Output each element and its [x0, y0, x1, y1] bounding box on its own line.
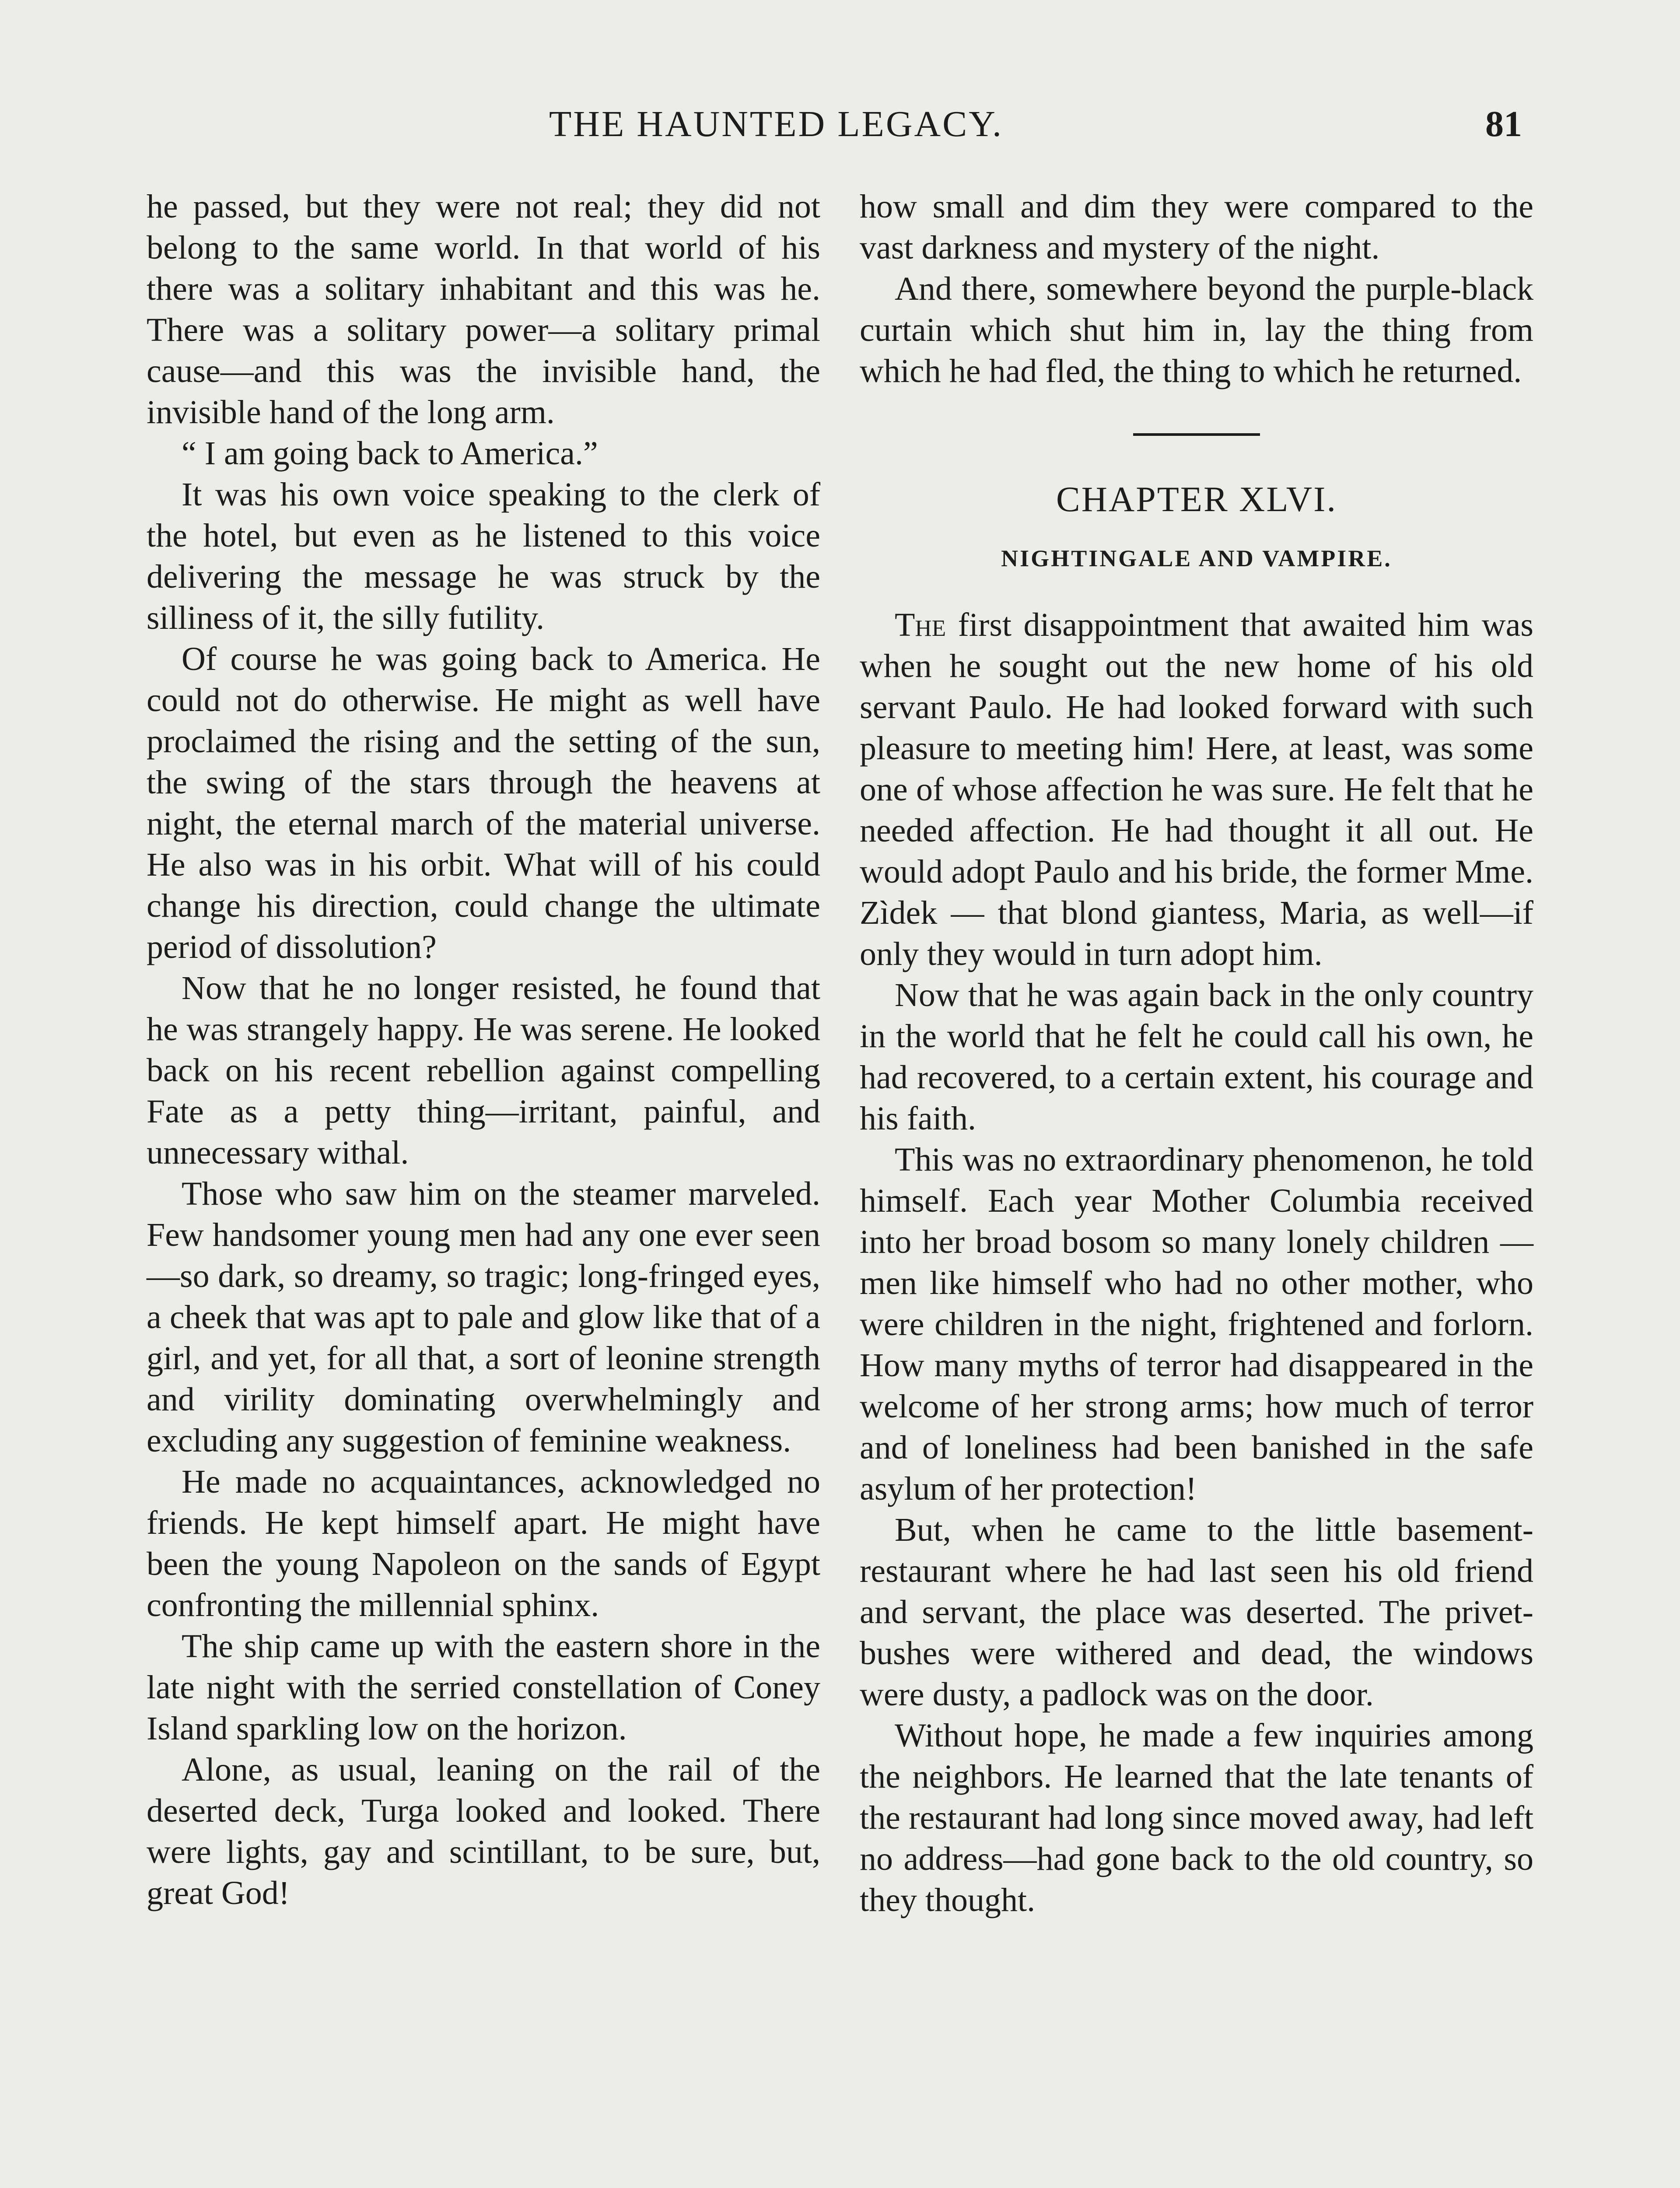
paragraph: But, when he came to the little basement-restaurant where he had last seen his old friend and servant, the place was deserted. The privet-bushes were withered and dead, the windows were dusty, a padlock was on the door.	[860, 1511, 1533, 1713]
paragraph: Alone, as usual, leaning on the rail of the deserted deck, Turga looked and looked. There were lights, gay and scintillant, to be sure, but, great God!	[147, 1751, 820, 1911]
paragraph: Now that he was again back in the only country in the world that he felt he could call his own, he had recovered, to a certain extent, his courage and his faith.	[860, 977, 1533, 1137]
paragraph: The ship came up with the eastern shore in the late night with the serried constellation of Coney Island sparkling low on the horizon.	[147, 1628, 820, 1747]
paragraph: Those who saw him on the steamer marveled. Few handsomer young men had any one ever seen—so dark, so dreamy, so tragic; long-fringed eyes, a cheek that was apt to pale and glow like that of a girl, and yet, for all that, a sort of leonine strength and virility dominating overwhelmingly and excluding any suggestion of feminine weakness.	[147, 1175, 820, 1459]
paragraph: “ I am going back to America.”	[182, 435, 598, 472]
right-column	[860, 186, 1533, 1921]
paragraph: Of course he was going back to America. He could not do otherwise. He might as well have proclaimed the rising and the setting of the sun, the swing of the stars through the heavens at night, the eternal march of the material universe. He also was in his orbit. What will of his could change his direction, could change the ultimate period of dissolution?	[147, 641, 820, 965]
lead-word: The	[895, 607, 946, 643]
chapter-opening-paragraph	[860, 604, 1533, 975]
left-column	[147, 186, 820, 1914]
paragraph-text: first disappointment that awaited him was when he sought out the new home of his old servant Paulo. He had looked forward with such pleasure to meeting him! Here, at least, was some one of whose affection he was sure. He felt that he needed affection. He had thought it all out. He would adopt Paulo and his bride, the former Mme. Zìdek — that blond giantess, Maria, as well—if only they would in turn adopt him.	[860, 607, 1533, 972]
section-divider	[1133, 433, 1260, 436]
page-number: 81	[1485, 104, 1522, 144]
chapter-subtitle: NIGHTINGALE AND VAMPIRE.	[1001, 545, 1392, 572]
paragraph: He made no acquaintances, acknowledged no friends. He kept himself apart. He might have been the young Napoleon on the sands of Egypt confronting the millennial sphinx.	[147, 1463, 820, 1623]
paragraph: how small and dim they were compared to the vast darkness and mystery of the night.	[860, 188, 1533, 266]
chapter-title: CHAPTER XLVI.	[1056, 479, 1337, 519]
paragraph: he passed, but they were not real; they did not belong to the same world. In that world of his there was a solitary inhabitant and this was he. There was a solitary power—a solitary primal cause—and this was the invisible hand, the invisible hand of the long arm.	[147, 188, 820, 431]
paragraph: This was no extraordinary phenomenon, he told himself. Each year Mother Columbia received into her broad bosom so many lonely children —men like himself who had no other mother, who were children in the night, frightened and forlorn. How many myths of terror had disappeared in the welcome of her strong arms; how much of terror and of loneliness had been banished in the safe asylum of her protection!	[860, 1141, 1533, 1507]
paragraph: Without hope, he made a few inquiries among the neighbors. He learned that the late tenants of the restaurant had long since moved away, had left no address—had gone back to the old country, so they thought.	[860, 1717, 1533, 1918]
paragraph: And there, somewhere beyond the purple-black curtain which shut him in, lay the thing from which he had fled, the thing to which he returned.	[860, 270, 1533, 389]
running-head: THE HAUNTED LEGACY.	[549, 104, 1004, 144]
paragraph: Now that he no longer resisted, he found that he was strangely happy. He was serene. He looked back on his recent rebellion against compelling Fate as a petty thing—irritant, painful, and unnecessary withal.	[147, 970, 820, 1171]
paragraph: It was his own voice speaking to the clerk of the hotel, but even as he listened to this voice delivering the message he was struck by the silliness of it, the silly futility.	[147, 476, 820, 636]
